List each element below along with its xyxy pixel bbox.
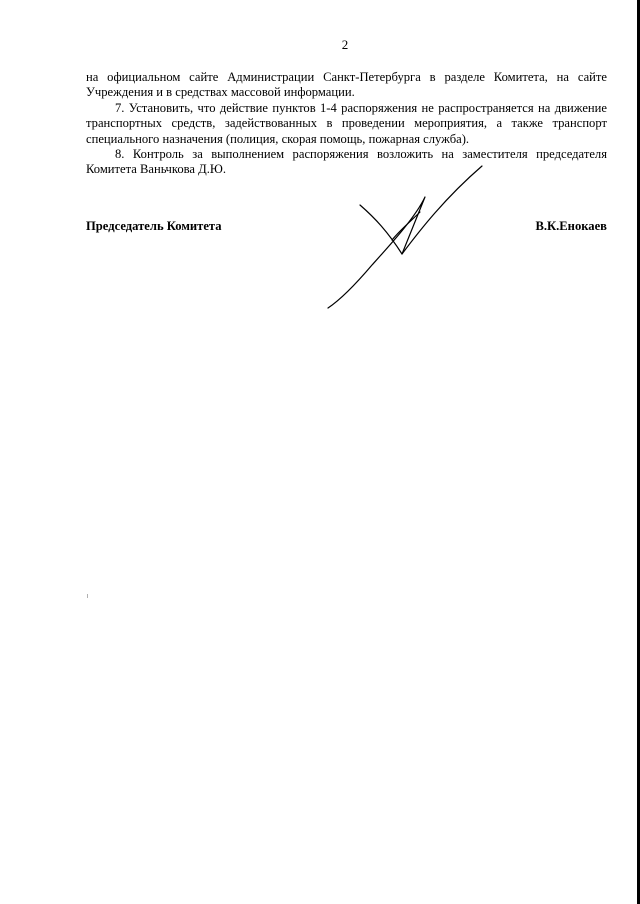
paragraph-continuation: на официальном сайте Администрации Санкт-Петербурга в разделе Комитета, на сайте Учреждения и в средствах массовой информации. [86,70,607,100]
scan-speck [87,594,88,598]
signatory-name: В.К.Енокаев [535,219,607,233]
page-number: 2 [341,37,349,52]
paragraph-item-7: 7. Установить, что действие пунктов 1-4 распоряжения не распространяется на движение транспортных средств, задействованных в проведении мероприятия, а также транспорт специального назначения (полиция, скорая помощь, пожарная служба). [86,100,607,146]
signatory-position: Председатель Комитета [86,219,222,233]
handwritten-signature-icon [320,160,490,310]
paragraph-item-8: 8. Контроль за выполнением распоряжения возложить на заместителя председателя Комитета Ваньчкова Д.Ю. [86,147,607,177]
